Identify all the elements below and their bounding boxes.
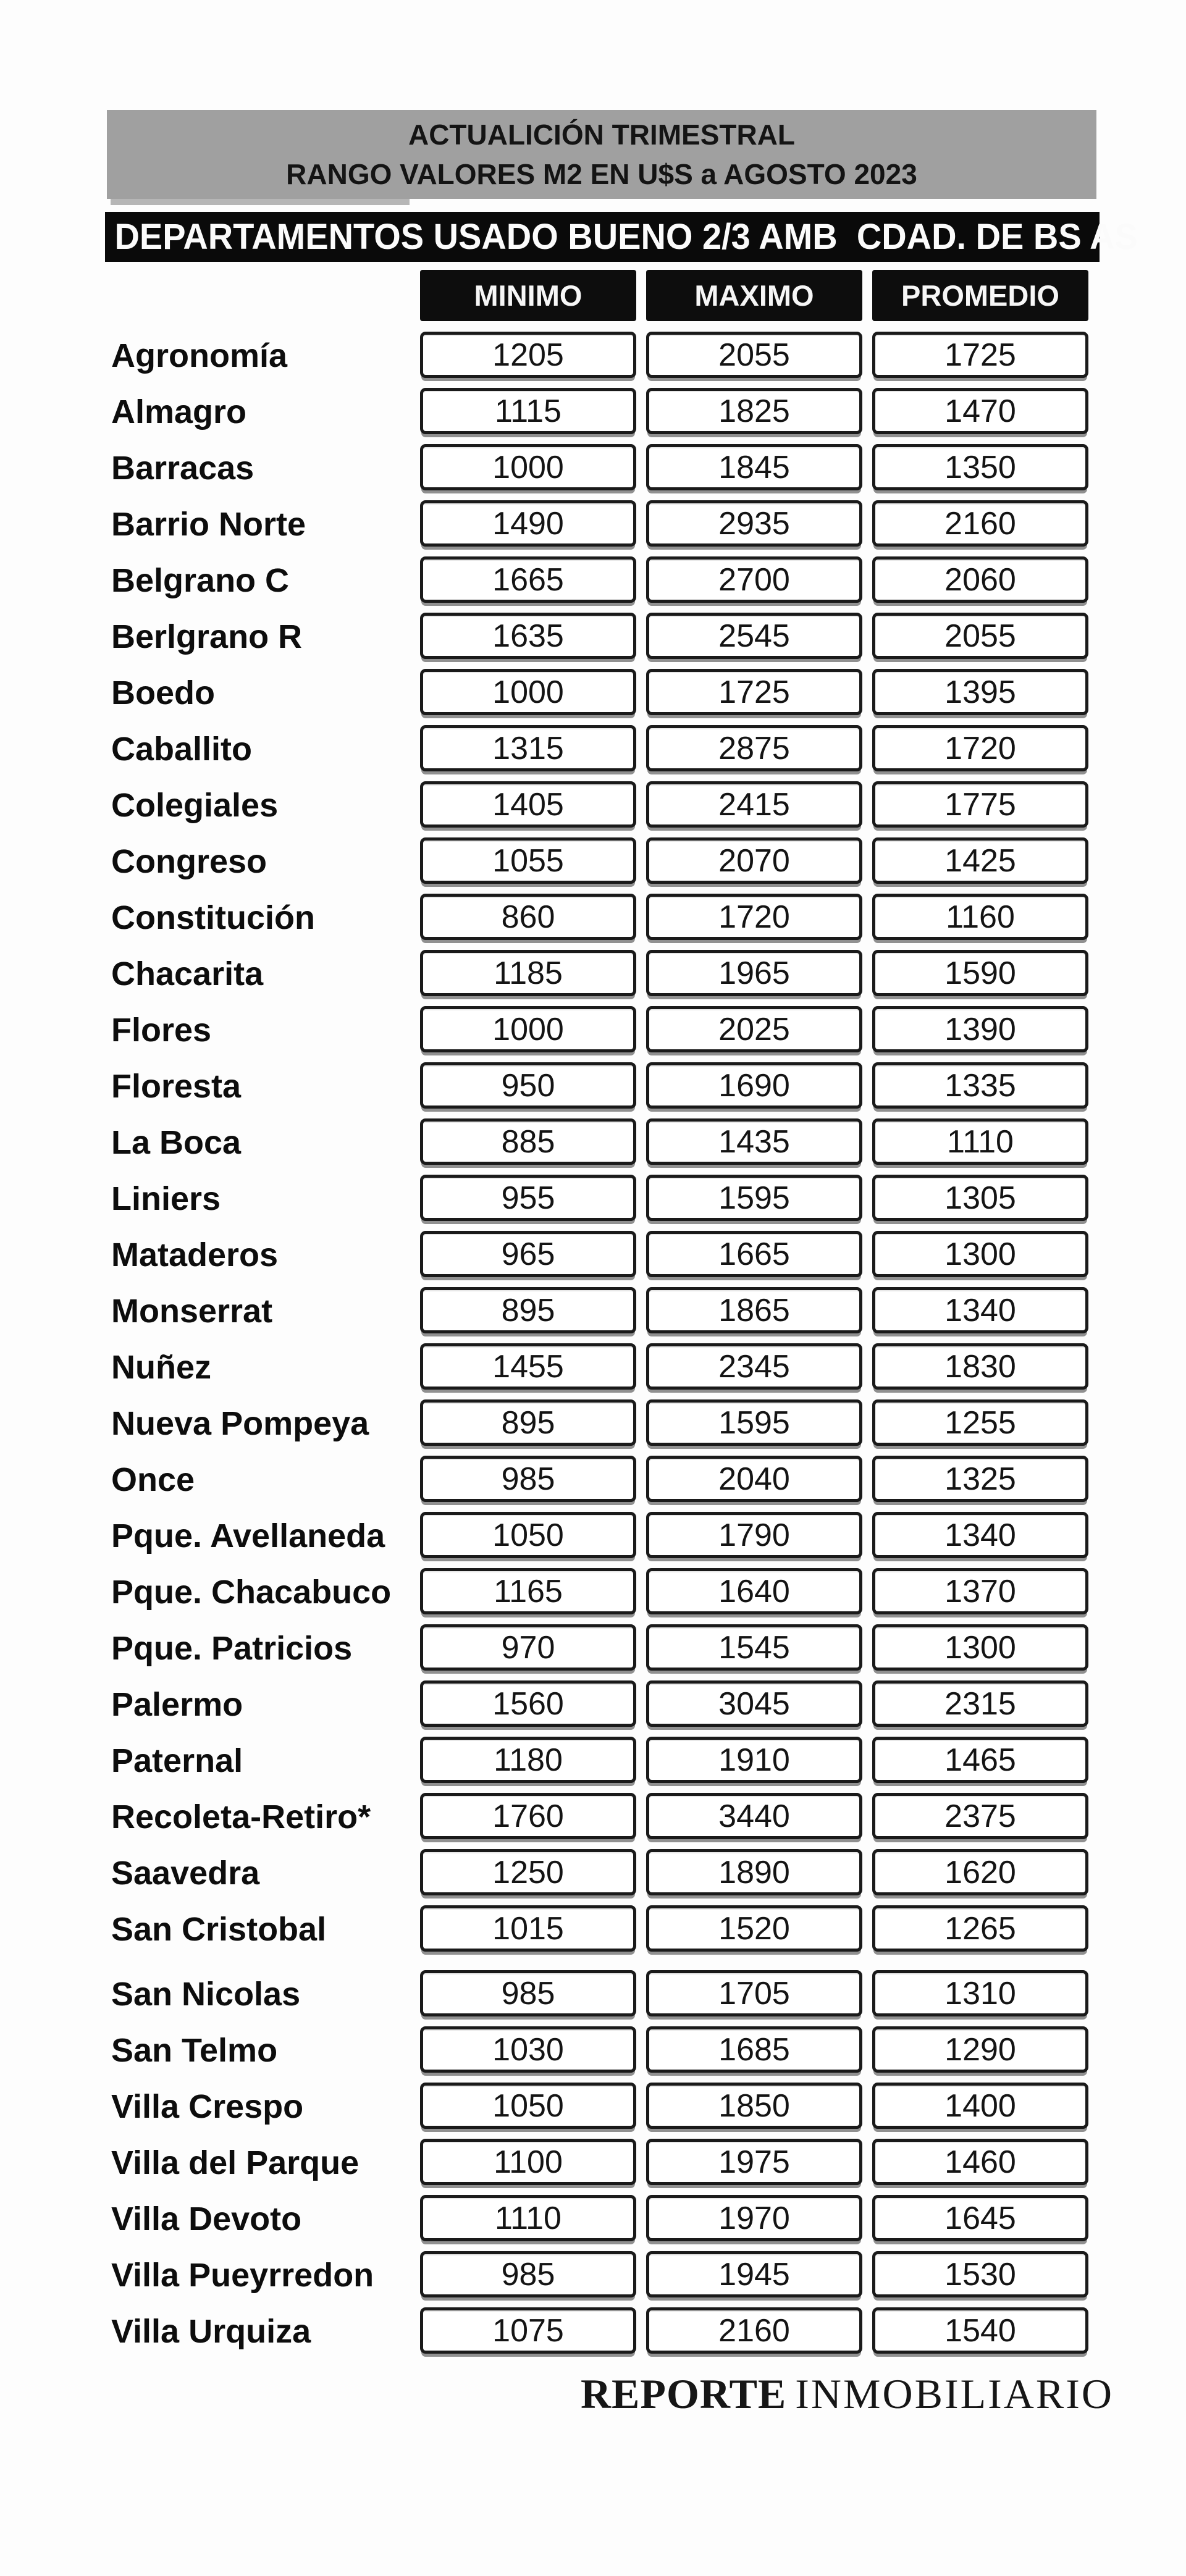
avg-value-box: 1110: [872, 1118, 1088, 1165]
min-value-box: 895: [420, 1287, 636, 1333]
row-label: San Telmo: [111, 2032, 278, 2069]
avg-value-box: 1310: [872, 1970, 1088, 2016]
table-row: [0, 725, 1186, 771]
row-label: Berlgrano R: [111, 618, 303, 655]
max-value-box: 2055: [646, 332, 862, 378]
table-row: [0, 1568, 1186, 1614]
max-value-box: 1640: [646, 1568, 862, 1614]
max-value-box: 1685: [646, 2026, 862, 2073]
max-value-box: 1705: [646, 1970, 862, 2016]
min-value-box: 1205: [420, 332, 636, 378]
table-row: [0, 1456, 1186, 1502]
min-value-box: 1250: [420, 1849, 636, 1895]
row-label: Saavedra: [111, 1855, 260, 1892]
min-value-box: 1100: [420, 2139, 636, 2185]
max-value-box: 2415: [646, 781, 862, 828]
avg-value-box: 1725: [872, 332, 1088, 378]
table-row: [0, 2083, 1186, 2129]
row-label: Villa Devoto: [111, 2201, 302, 2238]
min-value-box: 1185: [420, 950, 636, 996]
avg-value-box: 1395: [872, 669, 1088, 715]
row-label: San Nicolas: [111, 1976, 301, 2013]
avg-value-box: 1255: [872, 1399, 1088, 1446]
avg-value-box: 1390: [872, 1006, 1088, 1052]
column-header-promedio: PROMEDIO: [872, 270, 1088, 321]
max-value-box: 2070: [646, 837, 862, 884]
avg-value-box: 1160: [872, 894, 1088, 940]
table-row: [0, 1118, 1186, 1165]
max-value-box: 1595: [646, 1399, 862, 1446]
min-value-box: 1055: [420, 837, 636, 884]
avg-value-box: 1400: [872, 2083, 1088, 2129]
table-row: [0, 388, 1186, 434]
row-label: La Boca: [111, 1124, 242, 1161]
avg-value-box: 1590: [872, 950, 1088, 996]
min-value-box: 1000: [420, 444, 636, 490]
min-value-box: 1405: [420, 781, 636, 828]
min-value-box: 1115: [420, 388, 636, 434]
max-value-box: 2040: [646, 1456, 862, 1502]
table-row: [0, 2251, 1186, 2297]
max-value-box: 2545: [646, 613, 862, 659]
table-row: [0, 332, 1186, 378]
row-label: Mataderos: [111, 1236, 279, 1273]
footer-brand: [107, 2370, 1114, 2417]
avg-value-box: 2160: [872, 500, 1088, 547]
table-row: [0, 894, 1186, 940]
table-row: [0, 1970, 1186, 2016]
avg-value-box: 1325: [872, 1456, 1088, 1502]
row-label: Pque. Avellaneda: [111, 1517, 385, 1554]
max-value-box: 1910: [646, 1737, 862, 1783]
min-value-box: 970: [420, 1624, 636, 1671]
max-value-box: 1595: [646, 1175, 862, 1221]
row-label: Colegiales: [111, 787, 279, 824]
min-value-box: 1665: [420, 556, 636, 603]
table-row: [0, 2195, 1186, 2241]
max-value-box: 1970: [646, 2195, 862, 2241]
table-row: [0, 669, 1186, 715]
avg-value-box: 1540: [872, 2307, 1088, 2354]
row-label: Recoleta-Retiro*: [111, 1798, 371, 1836]
min-value-box: 950: [420, 1062, 636, 1109]
row-label: Villa Urquiza: [111, 2313, 311, 2350]
title-line2: RANGO VALORES M2 EN U$S a AGOSTO 2023: [286, 157, 917, 190]
max-value-box: 1890: [646, 1849, 862, 1895]
title-box: [107, 110, 1096, 199]
max-value-box: 2935: [646, 500, 862, 547]
max-value-box: 1850: [646, 2083, 862, 2129]
row-label: Barrio Norte: [111, 506, 306, 543]
row-label: Once: [111, 1461, 195, 1498]
row-label: Nueva Pompeya: [111, 1405, 369, 1442]
row-label: Palermo: [111, 1686, 243, 1723]
table-row: [0, 950, 1186, 996]
avg-value-box: 1470: [872, 388, 1088, 434]
avg-value-box: 1300: [872, 1231, 1088, 1277]
avg-value-box: 1425: [872, 837, 1088, 884]
section-header-bar: [105, 212, 1138, 262]
min-value-box: 1050: [420, 1512, 636, 1558]
avg-value-box: 1465: [872, 1737, 1088, 1783]
row-label: Belgrano C: [111, 562, 290, 599]
row-label: Almagro: [111, 393, 247, 430]
column-header-maximo: MAXIMO: [646, 270, 862, 321]
max-value-box: 1845: [646, 444, 862, 490]
min-value-box: 1000: [420, 1006, 636, 1052]
min-value-box: 1050: [420, 2083, 636, 2129]
table-row: [0, 1793, 1186, 1839]
row-label: Villa del Parque: [111, 2144, 360, 2181]
avg-value-box: 1620: [872, 1849, 1088, 1895]
min-value-box: 985: [420, 1456, 636, 1502]
min-value-box: 1165: [420, 1568, 636, 1614]
min-value-box: 965: [420, 1231, 636, 1277]
max-value-box: 1825: [646, 388, 862, 434]
avg-value-box: 1265: [872, 1905, 1088, 1952]
min-value-box: 1760: [420, 1793, 636, 1839]
row-label: Barracas: [111, 450, 254, 487]
max-value-box: 2025: [646, 1006, 862, 1052]
avg-value-box: 1300: [872, 1624, 1088, 1671]
row-label: Floresta: [111, 1068, 242, 1105]
max-value-box: 1965: [646, 950, 862, 996]
table-row: [0, 1175, 1186, 1221]
max-value-box: 2700: [646, 556, 862, 603]
avg-value-box: 1830: [872, 1343, 1088, 1390]
min-value-box: 985: [420, 1970, 636, 2016]
row-label: Boedo: [111, 674, 215, 711]
min-value-box: 1000: [420, 669, 636, 715]
row-label: Villa Crespo: [111, 2088, 304, 2125]
avg-value-box: 1305: [872, 1175, 1088, 1221]
max-value-box: 2345: [646, 1343, 862, 1390]
table-row: [0, 1006, 1186, 1052]
table-row: [0, 1849, 1186, 1895]
title-line1: ACTUALICIÓN TRIMESTRAL: [408, 119, 796, 151]
table-row: [0, 1512, 1186, 1558]
min-value-box: 1315: [420, 725, 636, 771]
row-label: Flores: [111, 1012, 212, 1049]
min-value-box: 1015: [420, 1905, 636, 1952]
avg-value-box: 2375: [872, 1793, 1088, 1839]
max-value-box: 1945: [646, 2251, 862, 2297]
table-row: [0, 1343, 1186, 1390]
section-header-text: DEPARTAMENTOS USADO BUENO 2/3 AMB CDAD. DE BS AS: [114, 216, 1138, 257]
row-label: San Cristobal: [111, 1911, 327, 1948]
table-row: [0, 1231, 1186, 1277]
row-label: Caballito: [111, 731, 253, 768]
avg-value-box: 1530: [872, 2251, 1088, 2297]
avg-value-box: 1720: [872, 725, 1088, 771]
avg-value-box: 1340: [872, 1287, 1088, 1333]
min-value-box: 1560: [420, 1680, 636, 1727]
avg-value-box: 1370: [872, 1568, 1088, 1614]
min-value-box: 1635: [420, 613, 636, 659]
row-label: Monserrat: [111, 1293, 273, 1330]
table-row: [0, 1624, 1186, 1671]
table-row: [0, 1905, 1186, 1952]
min-value-box: 985: [420, 2251, 636, 2297]
row-label: Agronomía: [111, 337, 288, 374]
avg-value-box: 1340: [872, 1512, 1088, 1558]
max-value-box: 1975: [646, 2139, 862, 2185]
max-value-box: 3045: [646, 1680, 862, 1727]
table-row: [0, 2307, 1186, 2354]
min-value-box: 1455: [420, 1343, 636, 1390]
row-label: Constitución: [111, 899, 315, 936]
min-value-box: 885: [420, 1118, 636, 1165]
table-row: [0, 500, 1186, 547]
table-row: [0, 1399, 1186, 1446]
avg-value-box: 2060: [872, 556, 1088, 603]
title-box-shadow-strip: [111, 199, 410, 205]
avg-value-box: 1290: [872, 2026, 1088, 2073]
max-value-box: 1520: [646, 1905, 862, 1952]
min-value-box: 1030: [420, 2026, 636, 2073]
table-row: [0, 1680, 1186, 1727]
max-value-box: 1720: [646, 894, 862, 940]
avg-value-box: 2055: [872, 613, 1088, 659]
table-row: [0, 2026, 1186, 2073]
table-row: [0, 837, 1186, 884]
min-value-box: 1490: [420, 500, 636, 547]
max-value-box: 2875: [646, 725, 862, 771]
max-value-box: 1435: [646, 1118, 862, 1165]
max-value-box: 1725: [646, 669, 862, 715]
avg-value-box: 1775: [872, 781, 1088, 828]
row-label: Liniers: [111, 1180, 221, 1217]
footer-brand-inmobiliario: INMOBILIARIO: [795, 2370, 1114, 2417]
min-value-box: 895: [420, 1399, 636, 1446]
min-value-box: 955: [420, 1175, 636, 1221]
row-label: Pque. Patricios: [111, 1630, 353, 1667]
row-label: Villa Pueyrredon: [111, 2257, 374, 2294]
max-value-box: 1665: [646, 1231, 862, 1277]
min-value-box: 1075: [420, 2307, 636, 2354]
table-row: [0, 556, 1186, 603]
table-row: [0, 444, 1186, 490]
table-row: [0, 1737, 1186, 1783]
column-header-minimo: MINIMO: [420, 270, 636, 321]
row-label: Chacarita: [111, 955, 264, 992]
avg-value-box: 1350: [872, 444, 1088, 490]
row-label: Congreso: [111, 843, 267, 880]
min-value-box: 1110: [420, 2195, 636, 2241]
row-label: Nuñez: [111, 1349, 211, 1386]
avg-value-box: 1645: [872, 2195, 1088, 2241]
row-label: Paternal: [111, 1742, 243, 1779]
min-value-box: 1180: [420, 1737, 636, 1783]
table-row: [0, 1062, 1186, 1109]
row-label: Pque. Chacabuco: [111, 1574, 392, 1611]
max-value-box: 1865: [646, 1287, 862, 1333]
avg-value-box: 2315: [872, 1680, 1088, 1727]
table-row: [0, 1287, 1186, 1333]
max-value-box: 1545: [646, 1624, 862, 1671]
avg-value-box: 1335: [872, 1062, 1088, 1109]
table-row: [0, 613, 1186, 659]
table-row: [0, 2139, 1186, 2185]
max-value-box: 1790: [646, 1512, 862, 1558]
max-value-box: 2160: [646, 2307, 862, 2354]
max-value-box: 1690: [646, 1062, 862, 1109]
footer-brand-reporte: REPORTE: [580, 2370, 787, 2417]
table-row: [0, 781, 1186, 828]
max-value-box: 3440: [646, 1793, 862, 1839]
avg-value-box: 1460: [872, 2139, 1088, 2185]
min-value-box: 860: [420, 894, 636, 940]
